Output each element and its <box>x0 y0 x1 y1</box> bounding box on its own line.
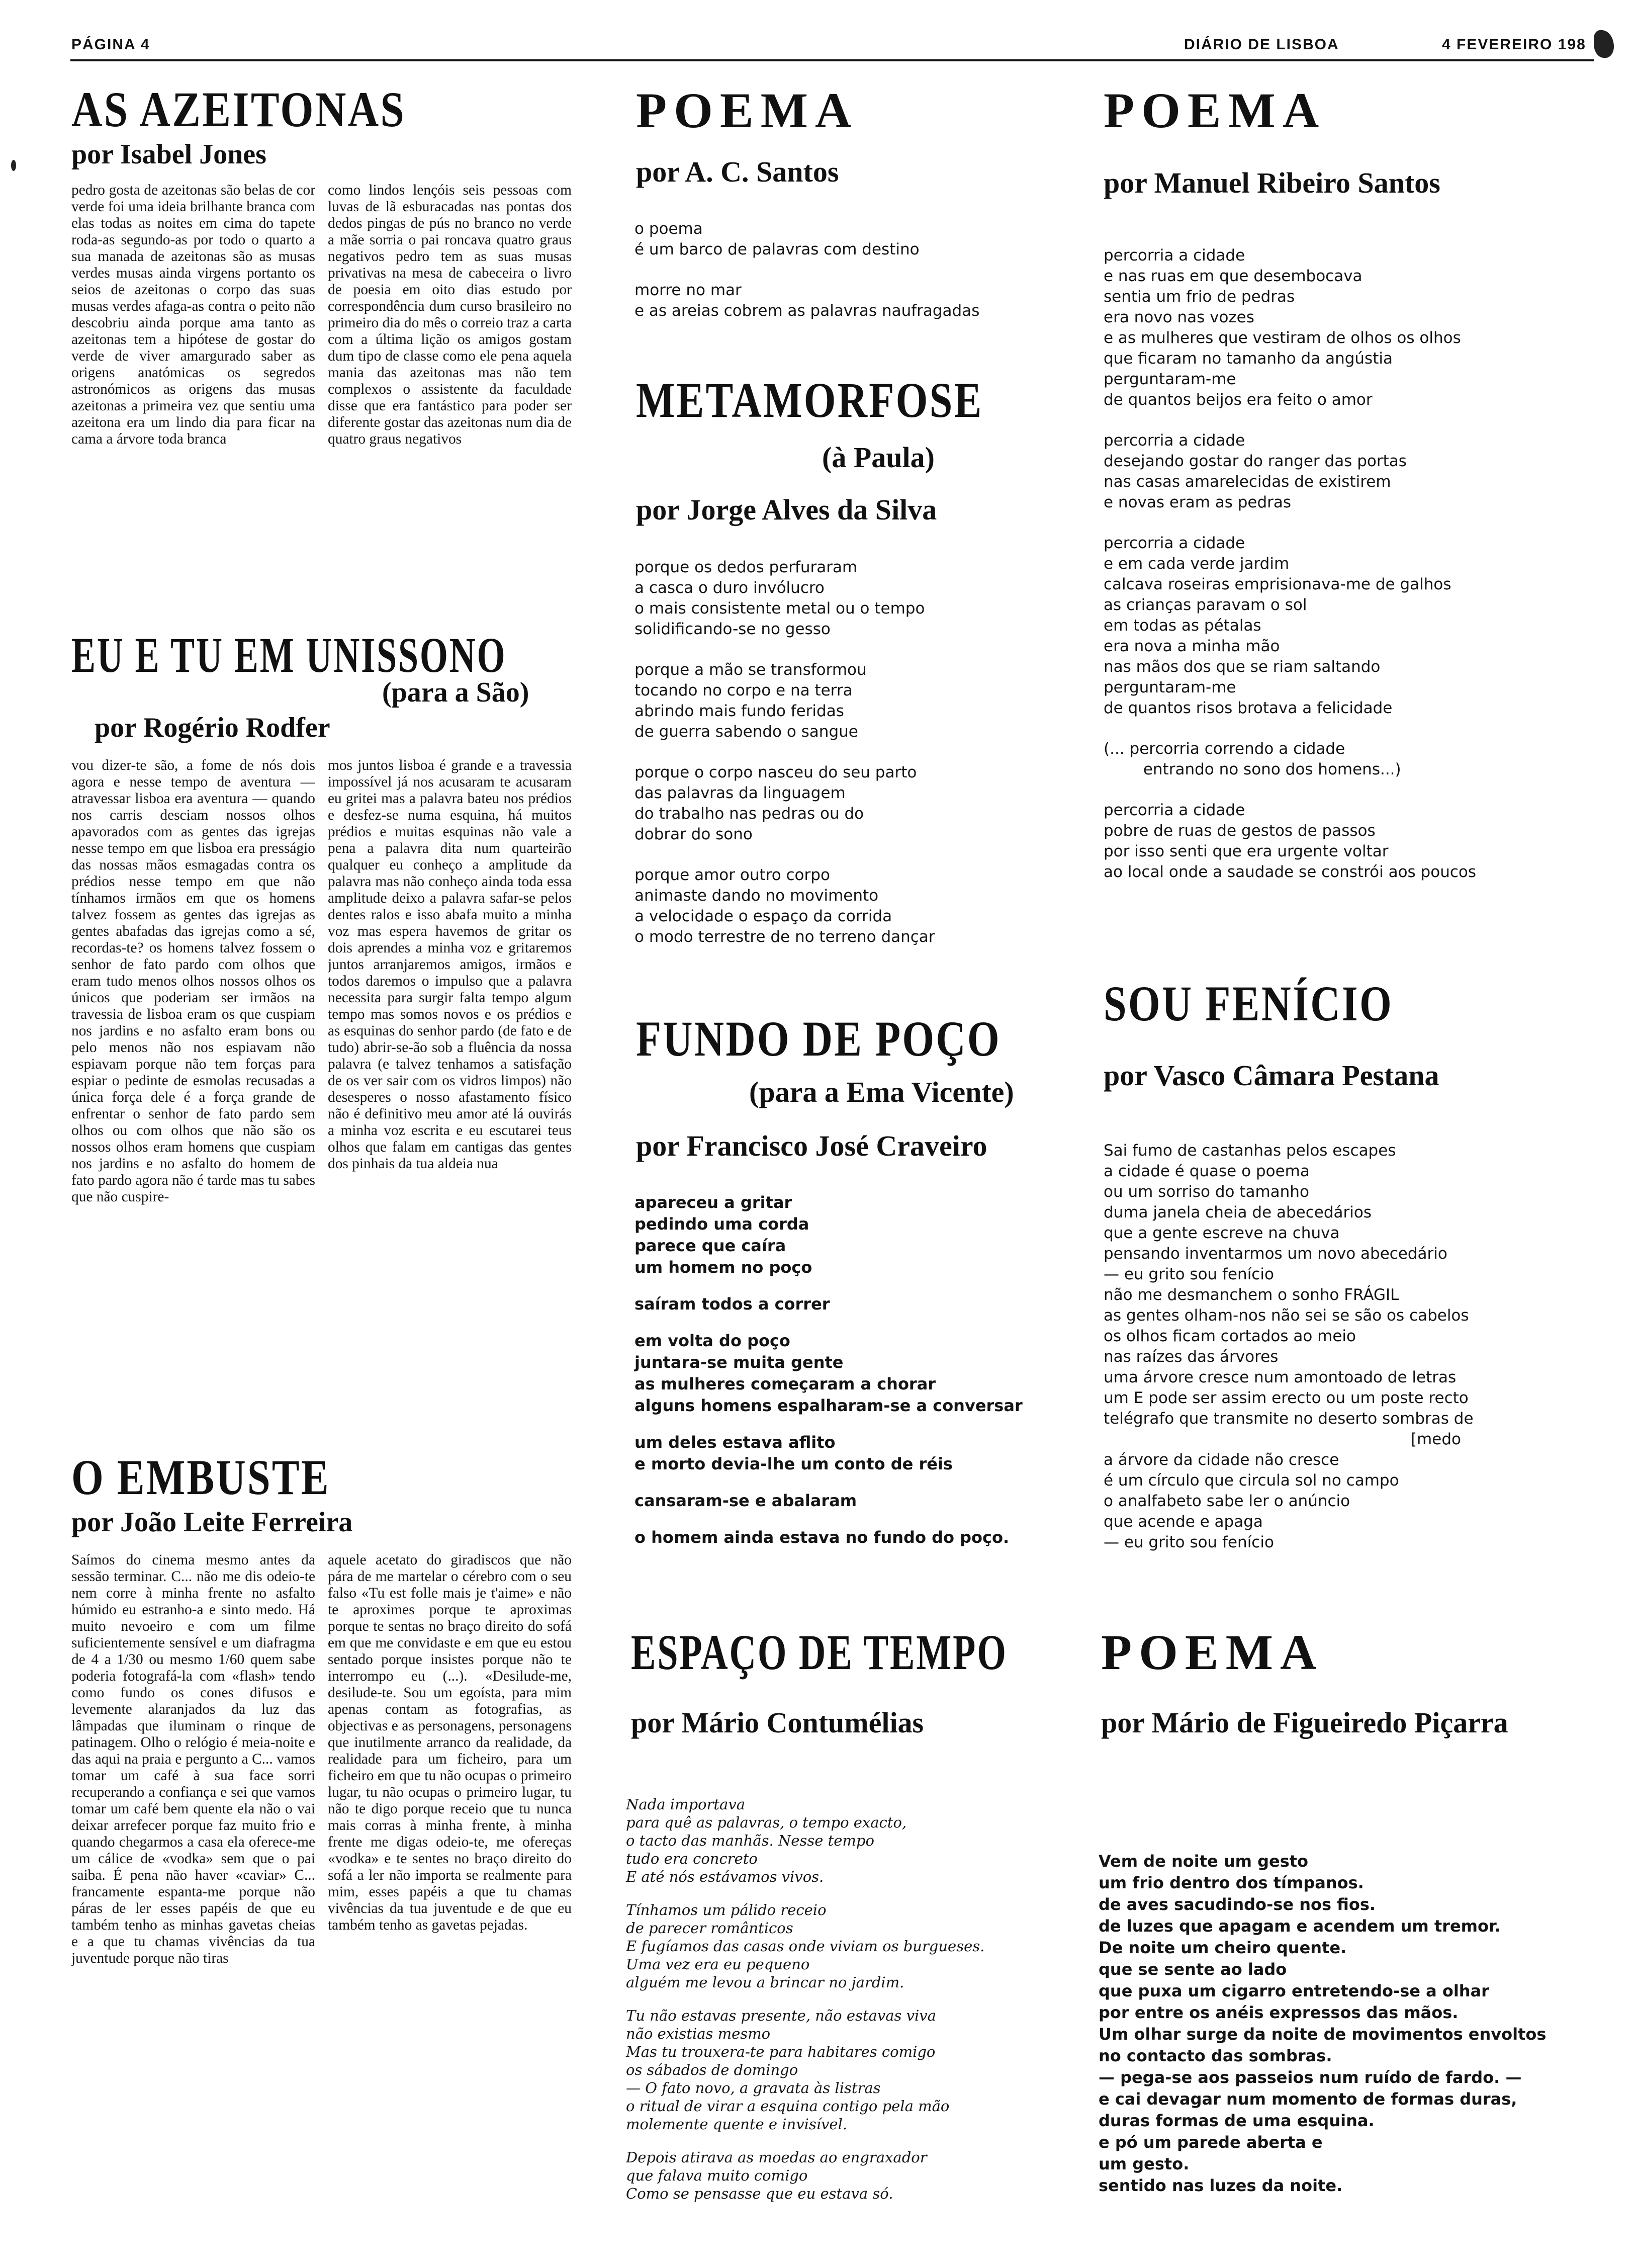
poem-line: cansaram-se e abalaram <box>634 1491 857 1510</box>
poem-line: juntara-se muita gente <box>634 1353 844 1372</box>
poem-line: e as areias cobrem as palavras naufragadas <box>634 302 980 320</box>
poem-line: — O fato novo, a gravata às listras <box>626 2079 881 2097</box>
poem-line: Depois atirava as moedas ao engraxador <box>626 2149 927 2166</box>
poem-line: Como se pensasse que eu estava só. <box>626 2185 893 2202</box>
poem-line: sentido nas luzes da noite. <box>1099 2176 1343 2195</box>
byline-fenicio: por Vasco Câmara Pestana <box>1104 1059 1439 1092</box>
poem-line: do trabalho nas pedras ou do <box>634 805 864 823</box>
poem-line: o mais consistente metal ou o tempo <box>634 599 925 618</box>
poem-line: no contacto das sombras. <box>1099 2046 1332 2065</box>
poem-line: de luzes que apagam e acendem um tremor. <box>1099 1916 1501 1936</box>
poem-line: por isso senti que era urgente voltar <box>1104 842 1389 860</box>
masthead <box>0 0 1635 55</box>
article-body-unissono-col2: mos juntos lisboa é grande e a travessia impossível já nos acusaram te acusaram eu gritei mas a palavra bateu nos prédios e desfez-se numa esquina, há muitos prédios e muitas esquinas não vale a pena a palavra dita num quarteirão qualquer eu conheço a amplitude da palavra mas não conheço ainda toda essa amplitude deixo a palavra safar-se pelos dentes ralos e isso abafa muito a minha voz mas espera havemos de gritar os dois aprendes a minha voz e gritaremos juntos arranjaremos amigos, irmãos e todos daremos o impulso que a palavra necessita para surgir falta tempo algum tempo mas somos novos e os prédios e as esquinas do senhor pardo (de fato e de tudo) abrir-se-ão sob a fluência da nossa palavra (e talvez tenhamos a satisfação de os ver sair com os vidros limpos) não desesperes o nosso afastamento físico não é definitivo meu amor até lá ouvirás a minha voz escrita e eu escutarei teus olhos que falam em cantigas das gentes dos pinhais da tua aldeia nua <box>328 757 572 1172</box>
poem-line: as mulheres começaram a chorar <box>634 1374 936 1393</box>
poem-line: os olhos ficam cortados ao meio <box>1104 1327 1356 1345</box>
dedication-unissono: (para a São) <box>382 677 529 708</box>
poem-line: — eu grito sou fenício <box>1104 1533 1274 1551</box>
poem-line: de quantos beijos era feito o amor <box>1104 391 1373 409</box>
poem-line: de aves sacudindo-se nos fios. <box>1099 1895 1376 1914</box>
article-title-poema-santos: POEMA <box>636 82 859 138</box>
poem-line: não me desmanchem o sonho FRÁGIL <box>1104 1286 1399 1304</box>
poem-line: percorria a cidade <box>1104 246 1245 265</box>
poem-line: uma árvore cresce num amontoado de letras <box>1104 1368 1457 1386</box>
article-title-fenicio: SOU FENÍCIO <box>1104 976 1394 1031</box>
poem-line: as crianças paravam o sol <box>1104 596 1307 614</box>
poem-fundo <box>634 1192 1023 1563</box>
poem-line: de quantos risos brotava a felicidade <box>1104 699 1393 717</box>
poem-line: e morto devia-lhe um conto de réis <box>634 1454 953 1473</box>
poem-line: as gentes olham-nos não sei se são os cabelos <box>1104 1306 1469 1325</box>
article-title-poema-ribeiro: POEMA <box>1104 82 1326 138</box>
poem-line: apareceu a gritar <box>634 1193 792 1212</box>
poem-line: um homem no poço <box>634 1258 812 1277</box>
poem-line: tudo era concreto <box>626 1850 758 1867</box>
poem-line: a velocidade o espaço da corrida <box>634 907 892 925</box>
poem-line: e as mulheres que vestiram de olhos os olhos <box>1104 329 1461 347</box>
poem-line: para quê as palavras, o tempo exacto, <box>626 1814 907 1831</box>
poem-line: que se sente ao lado <box>1099 1960 1287 1979</box>
poem-line: que puxa um cigarro entretendo-se a olhar <box>1099 1981 1489 2000</box>
poem-line: o poema <box>634 220 703 238</box>
poem-line: a casca o duro invólucro <box>634 579 825 597</box>
poem-line: e novas eram as pedras <box>1104 493 1292 511</box>
poem-line: a cidade é quase o poema <box>1104 1162 1310 1180</box>
poem-line: perguntaram-me <box>1104 370 1236 388</box>
poem-line: era nova a minha mão <box>1104 637 1280 655</box>
poem-line: Tínhamos um pálido receio <box>626 1901 827 1918</box>
poem-line: que a gente escreve na chuva <box>1104 1224 1340 1242</box>
poem-line: Uma vez era eu pequeno <box>626 1956 810 1973</box>
poem-line: um deles estava aflito <box>634 1433 836 1452</box>
poem-line: alguns homens espalharam-se a conversar <box>634 1396 1023 1415</box>
byline-espaco: por Mário Contumélias <box>631 1706 924 1739</box>
article-body-unissono-col1: vou dizer-te são, a fome de nós dois agora e nesse tempo de aventura — atravessar lisboa era aventura — quando nos carris desciam nossos olhos apavorados com as gentes das igrejas nesse tempo em que lisboa era presságio das nossas mãos esmagadas contra os prédios nesse tempo em que não tínhamos irmãos em que os homens talvez fossem as gentes das igrejas as gentes abafadas das igrejas como a sé, recordas-te? os homens talvez fossem o senhor de fato pardo com olhos que eram tudo menos olhos nossos olhos os únicos que poderiam ser irmãos na travessia de lisboa eram os que cuspiam nos jardins e no asfalto eram bons ou pelo menos não nos espiavam não espiavam porque não tem forças para espiar o pedinte de esmolas recusadas a única força dele é a força grande de enfrentar o senhor de fato pardo sem olhos ou com olhos que não são os nossos olhos eram homens que cuspiam nos jardins e no asfalto do homem de fato pardo agora não é tarde mas tu sabes que não cuspire- <box>71 757 315 1205</box>
poem-line: saíram todos a correr <box>634 1294 830 1314</box>
poem-metamorfose <box>634 557 935 968</box>
poem-line: morre no mar <box>634 281 742 299</box>
article-body-embuste-col2: aquele acetato do giradiscos que não pára de me martelar o cérebro com o seu falso «Tu est folle mais je t'aime» e não te aproximes porque te aproximas porque te sentas no braço direito do sofá em que me convidaste e em que eu estou sentado porque insistes porque não te interrompo eu (...). «Desilude-me, desilude-te. Sou um egoísta, para mim apenas contam as fotografias, as objectivas e as personagens, personagens que inutilmente arranco da realidade, da realidade para um ficheiro, para um ficheiro em que tu não ocupas o primeiro lugar, tu não ocupas o primeiro lugar, tu não te digo porque receio que tu nunca mais corras à minha frente, à minha frente me digas odeio-te, me ofereças «vodka» e te sentes no braço direito do sofá a ler não importa se realmente para mim, esses papéis a que tu chamas vivências da tua juventude e de que eu também tenho as gavetas pejadas. <box>328 1552 572 1933</box>
poem-line: perguntaram-me <box>1104 678 1236 696</box>
poem-line: sentia um frio de pedras <box>1104 288 1295 306</box>
poem-picarra <box>1099 1851 1546 2197</box>
poem-line: nas casas amarelecidas de existirem <box>1104 473 1391 491</box>
poem-line: o modo terrestre de no terreno dançar <box>634 928 935 946</box>
poem-line: era novo nas vozes <box>1104 308 1254 326</box>
article-body-embuste-col1: Saímos do cinema mesmo antes da sessão terminar. C... não me dis odeio-te nem corre à minha frente no asfalto húmido eu estranho-a e sinto medo. Há muito nevoeiro e com um filme suficientemente sensível e um diafragma de 4 a 1/30 ou mesmo 1/60 quem sabe poderia fotografá-la com «flash» tendo como fundo os cones difusos e levemente alaranjados da luz das lâmpadas que iluminam o rinque de patinagem. Olho o relógio é meia-noite e das aqui na praia e pergunto a C... vamos tomar um café à sua face sorri recuperando a confiança e sei que vamos tomar um café bem quente ela não o vai deixar arrefecer porque faz muito frio e quando chegarmos a casa ela oferece-me um cálice de «vodka» sem que o pai saiba. É pena não haver «caviar» C... francamente espanta-me porque não páras de ler esses papéis de que eu também tenho as minhas gavetas cheias e a que tu chamas vivências da tua juventude porque não tiras <box>71 1552 315 1966</box>
article-body-azeitonas-col2: como lindos lençóis seis pessoas com luvas de lã esburacadas nas pontas dos dedos pingas de pús no branco no verde a mãe sorria o pai roncava quatro graus negativos pedro tem as suas musas privativas na mesa de cabeceira o livro de poesia em oito dias estudo por correspondência dum curso brasileiro no primeiro dia do mês o correio traz a carta com a última lição os amigos gostam dum tipo de classe como ele pena aquela mania das azeitonas mas não tem complexos o assistente da faculdade disse que era fantástico para poder ser diferente gostar das azeitonas num dia de quatro graus negativos <box>328 182 572 447</box>
masthead-rule <box>70 59 1594 61</box>
poem-line: porque o corpo nasceu do seu parto <box>634 763 917 781</box>
poem-line: pensando inventarmos um novo abecedário <box>1104 1245 1447 1263</box>
poem-line: ao local onde a saudade se constrói aos poucos <box>1104 863 1477 881</box>
poem-line: E fugíamos das casas onde viviam os burgueses. <box>626 1938 985 1955</box>
byline-poema-santos: por A. C. Santos <box>636 155 839 188</box>
poem-line: Um olhar surge da noite de movimentos envoltos <box>1099 2025 1547 2044</box>
poem-line: percorria a cidade <box>1104 801 1245 819</box>
poem-line: por entre os anéis expressos das mãos. <box>1099 2003 1459 2022</box>
poem-line: um gesto. <box>1099 2154 1190 2173</box>
poem-line: e pó um parede aberta e <box>1099 2133 1323 2152</box>
paper-name: DIÁRIO DE LISBOA <box>1184 36 1339 53</box>
poem-line: é um círculo que circula sol no campo <box>1104 1471 1399 1490</box>
poem-line: (... percorria correndo a cidade <box>1104 740 1345 758</box>
dedication-fundo: (para a Ema Vicente) <box>749 1076 1014 1108</box>
poem-line: duma janela cheia de abecedários <box>1104 1203 1372 1222</box>
poem-line: porque amor outro corpo <box>634 866 830 884</box>
poem-line: nas raízes das árvores <box>1104 1348 1279 1366</box>
poem-line: o tacto das manhãs. Nesse tempo <box>626 1832 874 1849</box>
byline-azeitonas: por Isabel Jones <box>71 139 266 170</box>
poem-line: os sábados de domingo <box>626 2061 798 2078</box>
poem-line: nas mãos dos que se riam saltando <box>1104 658 1381 676</box>
poem-line: — eu grito sou fenício <box>1104 1265 1274 1283</box>
article-title-espaco: ESPAÇO DE TEMPO <box>631 1624 1008 1680</box>
poem-line: calcava roseiras emprisionava-me de galhos <box>1104 575 1451 593</box>
poem-line: é um barco de palavras com destino <box>634 240 920 258</box>
poem-line: percorria a cidade <box>1104 534 1245 552</box>
poem-line: a árvore da cidade não cresce <box>1104 1451 1339 1469</box>
poem-line: não existias mesmo <box>626 2025 771 2042</box>
poem-fenicio <box>1104 1141 1474 1553</box>
poem-line: e cai devagar num momento de formas duras, <box>1099 2089 1517 2109</box>
poem-line: percorria a cidade <box>1104 431 1245 450</box>
poem-line: de guerra sabendo o sangue <box>634 723 858 741</box>
poem-line: que acende e apaga <box>1104 1513 1263 1531</box>
poem-line: um E pode ser assim erecto ou um poste recto <box>1104 1389 1469 1407</box>
poem-line: das palavras da linguagem <box>634 784 846 802</box>
poem-ribeiro <box>1104 245 1476 903</box>
issue-date: 4 FEVEREIRO 198 <box>1442 36 1586 53</box>
poem-line: porque os dedos perfuraram <box>634 558 858 576</box>
poem-line: parece que caíra <box>634 1236 786 1255</box>
byline-embuste: por João Leite Ferreira <box>71 1507 353 1538</box>
article-title-unissono: EU E TU EM UNISSONO <box>71 627 507 683</box>
poem-line: desejando gostar do ranger das portas <box>1104 452 1407 470</box>
byline-metamorfose: por Jorge Alves da Silva <box>636 493 937 526</box>
poem-line: Vem de noite um gesto <box>1099 1852 1309 1871</box>
poem-line: porque a mão se transformou <box>634 661 867 679</box>
poem-line: e nas ruas em que desembocava <box>1104 267 1362 285</box>
poem-santos <box>634 219 979 341</box>
poem-line: e em cada verde jardim <box>1104 555 1290 573</box>
poem-line: E até nós estávamos vivos. <box>626 1868 824 1885</box>
poem-line: — pega-se aos passeios num ruído de fardo. — <box>1099 2068 1522 2087</box>
poem-line: o ritual de virar a esquina contigo pela mão <box>626 2098 950 2115</box>
poem-line: em todas as pétalas <box>1104 617 1261 635</box>
poem-line: alguém me levou a brincar no jardim. <box>626 1974 904 1991</box>
poem-line: pobre de ruas de gestos de passos <box>1104 822 1376 840</box>
poem-line: telégrafo que transmite no deserto sombras de <box>1104 1410 1474 1428</box>
poem-line: de parecer românticos <box>626 1920 793 1937</box>
poem-line: Tu não estavas presente, não estavas viva <box>626 2007 936 2024</box>
poem-line: o analfabeto sabe ler o anúncio <box>1104 1492 1350 1510</box>
poem-line: duras formas de uma esquina. <box>1099 2111 1375 2130</box>
poem-line: Nada importava <box>626 1796 746 1813</box>
byline-unissono: por Rogério Rodfer <box>95 712 330 743</box>
byline-poema-ribeiro: por Manuel Ribeiro Santos <box>1104 166 1440 199</box>
article-title-poema-picarra: POEMA <box>1101 1624 1324 1680</box>
article-title-metamorfose: METAMORFOSE <box>636 372 983 428</box>
dedication-metamorfose: (à Paula) <box>822 441 935 474</box>
poem-line: em volta do poço <box>634 1331 790 1350</box>
poem-line: dobrar do sono <box>634 825 753 843</box>
poem-line: entrando no sono dos homens...) <box>1104 760 1401 778</box>
article-body-azeitonas-col1: pedro gosta de azeitonas são belas de cor verde foi uma ideia brilhante branca com elas todas as noites em cima do tapete roda-as segundo-as por todo o quarto a sua manada de azeitonas são as musas verdes musas ainda virgens portanto os seios de azeitonas o corpo das suas musas verdes afaga-as contra o peito não descobriu ainda porque ama tanto as azeitonas tem a hipótese de gostar do verde de viver amargurado saber as origens anatómicas os segredos astronómicos as origens das musas azeitonas a primeira vez que sentiu uma azeitona era um lindo dia para ficar na cama a árvore toda branca <box>71 182 315 447</box>
poem-line: animaste dando no movimento <box>634 887 879 905</box>
page-label: PÁGINA 4 <box>71 36 150 53</box>
poem-line: o homem ainda estava no fundo do poço. <box>634 1528 1010 1547</box>
article-title-azeitonas: AS AZEITONAS <box>71 81 406 137</box>
scan-mark <box>11 160 16 171</box>
article-title-fundo: FUNDO DE POÇO <box>636 1011 1001 1067</box>
poem-line: ou um sorriso do tamanho <box>1104 1183 1309 1201</box>
byline-fundo: por Francisco José Craveiro <box>636 1129 987 1162</box>
poem-line: que ficaram no tamanho da angústia <box>1104 350 1393 368</box>
poem-line: Mas tu trouxera-te para habitares comigo <box>626 2043 936 2060</box>
poem-line: que falava muito comigo <box>626 2167 808 2184</box>
poem-line: [medo <box>1104 1430 1461 1448</box>
poem-line: molemente quente e invisível. <box>626 2116 848 2133</box>
poem-line: Sai fumo de castanhas pelos escapes <box>1104 1142 1396 1160</box>
poem-line: pedindo uma corda <box>634 1214 809 1234</box>
poem-line: tocando no corpo e na terra <box>634 681 853 700</box>
poem-line: solidificando-se no gesso <box>634 620 831 638</box>
poem-line: abrindo mais fundo feridas <box>634 702 844 720</box>
poem-line: um frio dentro dos tímpanos. <box>1099 1873 1364 1892</box>
byline-poema-picarra: por Mário de Figueiredo Piçarra <box>1101 1706 1508 1739</box>
article-title-embuste: O EMBUSTE <box>71 1449 330 1505</box>
poem-line: De noite um cheiro quente. <box>1099 1938 1347 1957</box>
poem-espaco <box>626 1795 984 2218</box>
